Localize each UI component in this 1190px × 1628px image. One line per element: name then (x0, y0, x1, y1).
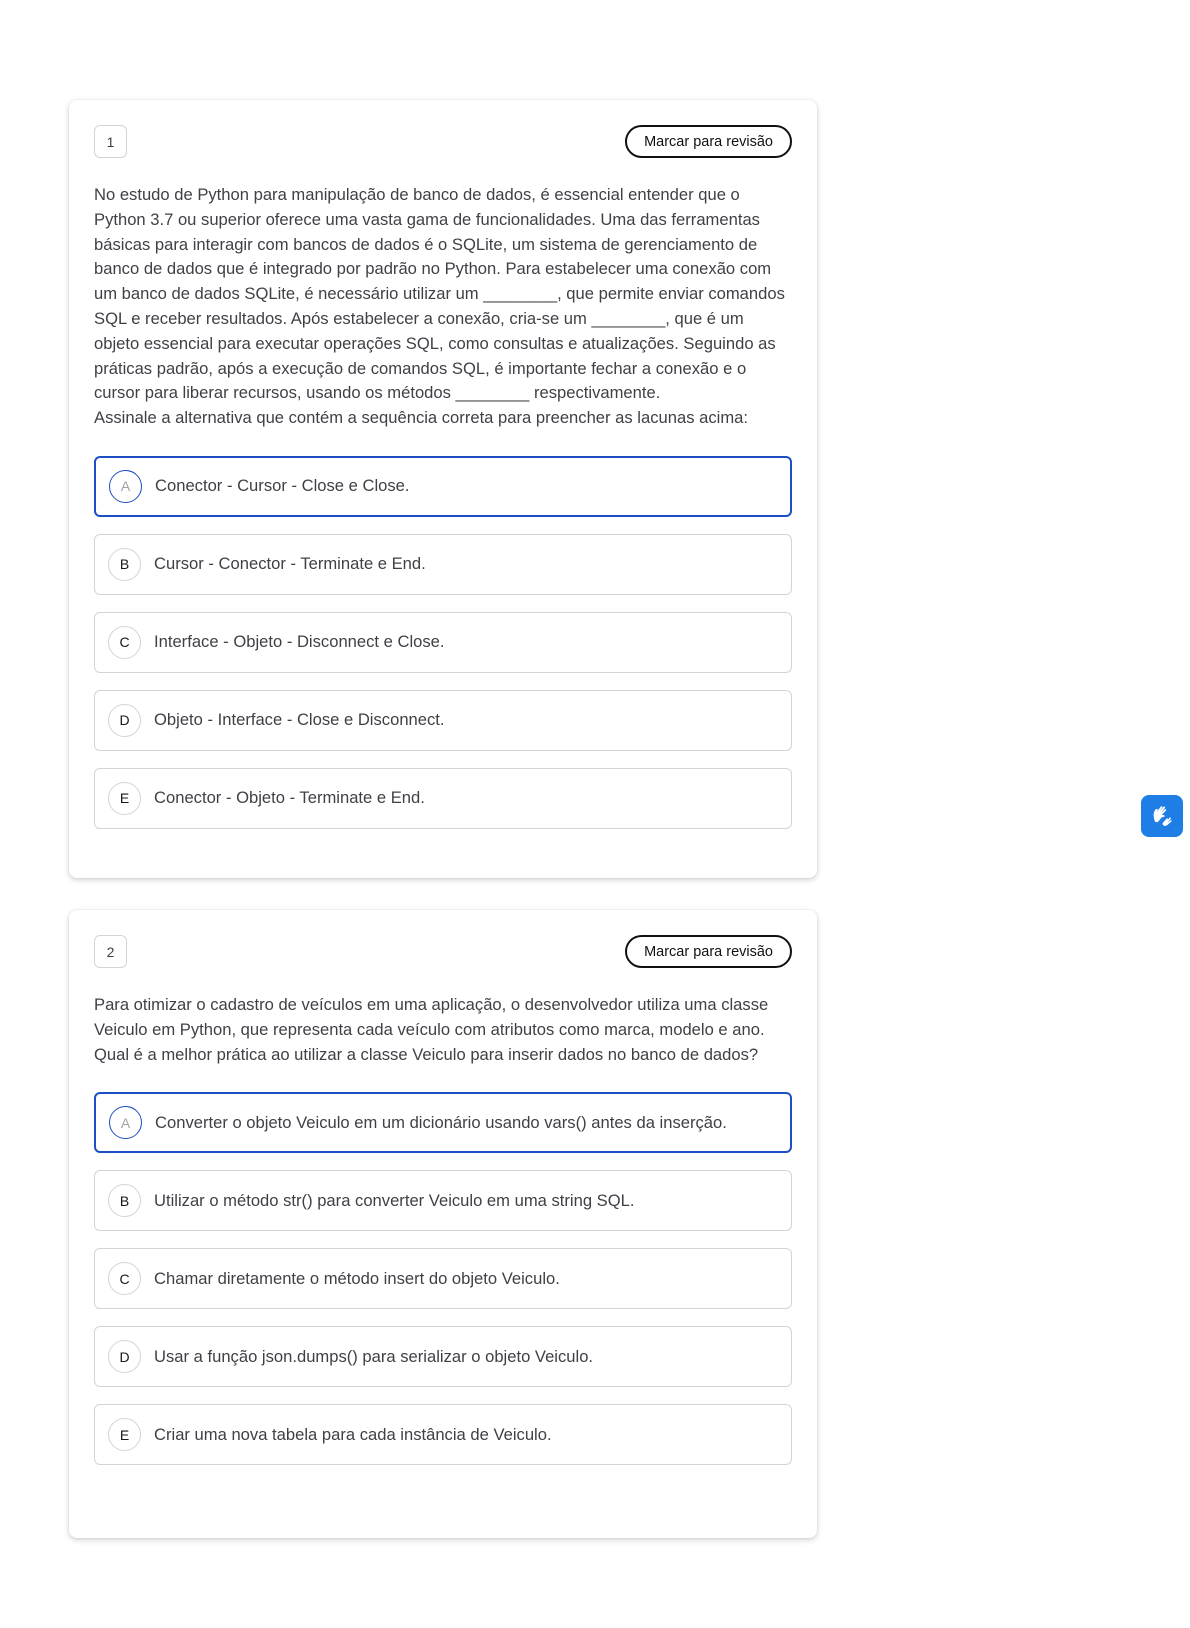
question-header (94, 125, 792, 158)
question-card-1 (69, 100, 817, 878)
option-letter: D (108, 1340, 141, 1373)
answer-options (94, 456, 792, 829)
option-c[interactable] (94, 1248, 792, 1309)
option-a[interactable] (94, 1092, 792, 1153)
option-text: Chamar diretamente o método insert do objeto Veiculo. (154, 1268, 560, 1288)
question-header (94, 935, 792, 968)
option-d[interactable] (94, 690, 792, 751)
option-letter: A (109, 470, 142, 503)
option-e[interactable] (94, 1404, 792, 1465)
option-a[interactable] (94, 456, 792, 517)
question-number: 1 (94, 125, 127, 158)
mark-for-review-button[interactable]: Marcar para revisão (625, 125, 792, 158)
option-e[interactable] (94, 768, 792, 829)
option-text: Interface - Objeto - Disconnect e Close. (154, 632, 445, 652)
question-stem (94, 993, 792, 1067)
accessibility-widget-button[interactable] (1141, 795, 1183, 837)
option-c[interactable] (94, 612, 792, 673)
option-text: Usar a função json.dumps() para serializar o objeto Veiculo. (154, 1346, 594, 1366)
option-letter: B (108, 548, 141, 581)
option-letter: A (109, 1106, 142, 1139)
question-stem (94, 183, 792, 431)
question-instruction: Assinale a alternativa que contém a sequência correta para preencher as lacunas acima: (94, 408, 748, 428)
option-text: Cursor - Conector - Terminate e End. (154, 554, 426, 574)
option-letter: D (108, 704, 141, 737)
option-letter: E (108, 782, 141, 815)
option-text: Conector - Objeto - Terminate e End. (154, 788, 425, 808)
mark-for-review-button[interactable]: Marcar para revisão (625, 935, 792, 968)
option-text: Conector - Cursor - Close e Close. (155, 476, 410, 496)
answer-options (94, 1092, 792, 1465)
option-letter: E (108, 1418, 141, 1451)
option-text: Criar uma nova tabela para cada instância de Veiculo. (154, 1424, 552, 1444)
option-letter: C (108, 1262, 141, 1295)
option-text: Converter o objeto Veiculo em um dicionário usando vars() antes da inserção. (155, 1112, 727, 1132)
question-text: Para otimizar o cadastro de veículos em uma aplicação, o desenvolvedor utiliza uma classe Veiculo em Python, que representa cada veículo com atributos como marca, modelo e ano. (94, 995, 769, 1039)
sign-language-hands-icon (1148, 802, 1176, 830)
question-text: No estudo de Python para manipulação de banco de dados, é essencial entender que o Python 3.7 ou superior oferece uma vasta gama de funcionalidades. Uma das ferramentas básicas para interagir com bancos de dados é o SQLite, um sistema de gerenciamento de banco de dados que é integrado por padrão no Python. Para estabelecer uma conexão com um banco de dados SQLite, é necessário utilizar um ________, que permite enviar comandos SQL e receber resultados. Após estabelecer a conexão, cria-se um ________, que é um objeto essencial para executar operações SQL, como consultas e atualizações. Seguindo as práticas padrão, após a execução de comandos SQL, é importante fechar a conexão e o cursor para liberar recursos, usando os métodos ________ respectivamente. (94, 185, 785, 403)
question-instruction: Qual é a melhor prática ao utilizar a classe Veiculo para inserir dados no banco de dados? (94, 1044, 759, 1064)
option-letter: C (108, 626, 141, 659)
option-text: Objeto - Interface - Close e Disconnect. (154, 710, 445, 730)
option-text: Utilizar o método str() para converter Veiculo em uma string SQL. (154, 1190, 635, 1210)
option-d[interactable] (94, 1326, 792, 1387)
question-number: 2 (94, 935, 127, 968)
option-b[interactable] (94, 534, 792, 595)
option-letter: B (108, 1184, 141, 1217)
question-card-2 (69, 910, 817, 1538)
option-b[interactable] (94, 1170, 792, 1231)
